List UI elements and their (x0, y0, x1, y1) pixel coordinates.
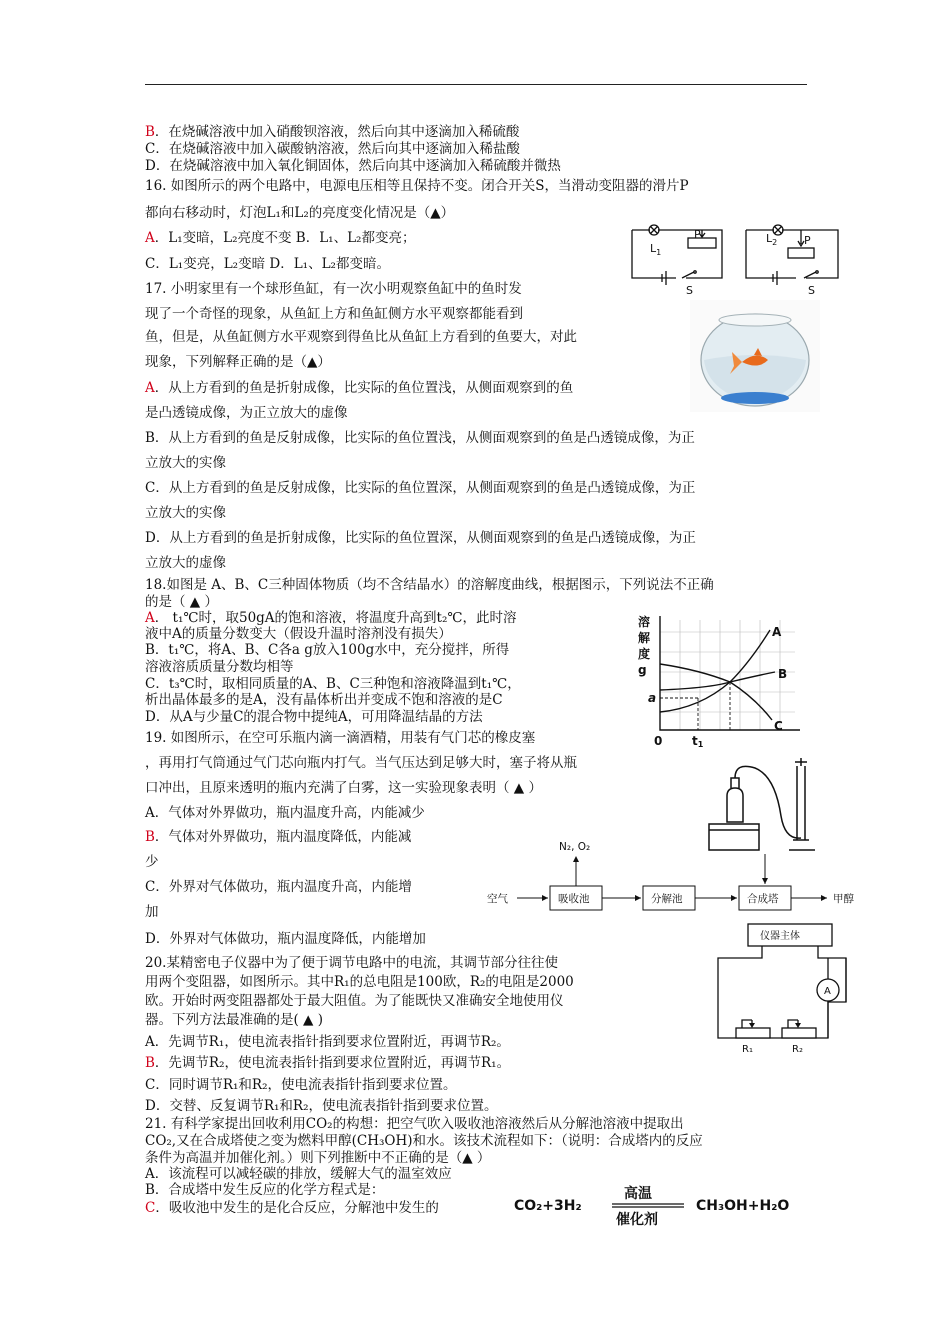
line-text: ．气体对外界做功，瓶内温度降低，内能减 (154, 829, 412, 845)
line-text: C．外界对气体做功，瓶内温度升高，内能增 (145, 879, 412, 895)
t1-label: t (692, 734, 698, 747)
origin-label: 0 (654, 734, 663, 747)
text-line (145, 904, 159, 920)
text-line (145, 480, 695, 496)
text-line (145, 931, 426, 947)
a-label: a (648, 691, 657, 705)
text-line (145, 124, 519, 140)
line-text: ．在烧碱溶液中加入硝酸钡溶液，然后向其中逐滴加入稀硫酸 (154, 124, 520, 140)
text-line (145, 1077, 456, 1093)
curve-a-label: A (772, 625, 782, 639)
line-text: C．从上方看到的鱼是反射成像，比实际的鱼位置深，从侧面观察到的鱼是凸透镜成像，为正 (145, 480, 696, 496)
text-line (145, 709, 483, 725)
line-text: B．合成塔中发生反应的化学方程式是： (145, 1182, 385, 1198)
option-letter: A (145, 230, 155, 246)
text-line (145, 755, 577, 771)
line-text: C．同时调节R₁和R₂，使电流表指针指到要求位置。 (145, 1077, 457, 1093)
text-line (145, 594, 218, 610)
line-text: C．t₃℃时，取相同质量的A、B、C三种饱和溶液降温到t₁℃， (145, 676, 521, 692)
text-line (145, 230, 415, 246)
text-line (145, 1116, 684, 1132)
line-text: 液中A的质量分数变大（假设升温时溶剂没有损失） (145, 626, 452, 642)
ylabel-1: 溶 (638, 615, 651, 629)
ylabel-4: g (638, 663, 647, 677)
text-line (145, 158, 561, 174)
line-text: 18.如图是 A、B、C三种固体物质（均不含结晶水）的溶解度曲线，根据图示，下列说法不正确 (145, 577, 714, 593)
line-text: 现了一个奇怪的现象，从鱼缸上方和鱼缸侧方水平观察都能看到 (145, 306, 523, 322)
line-text: 19. 如图所示，在空可乐瓶内滴一滴酒精，用装有气门芯的橡皮塞 (145, 730, 536, 746)
line-text: 析出晶体最多的是A，没有晶体析出并变成不饱和溶液的是C (145, 692, 503, 708)
s-label-left: S (686, 284, 693, 297)
r1-label: R₁ (742, 1044, 753, 1055)
equation-right: CH₃OH+H₂O (696, 1198, 790, 1214)
text-line (145, 1150, 490, 1166)
equation-left: CO₂+3H₂ (514, 1198, 582, 1214)
line-text: B．从上方看到的鱼是反射成像，比实际的鱼位置浅，从侧面观察到的鱼是凸透镜成像，为正 (145, 430, 695, 446)
ylabel-2: 解 (638, 631, 651, 645)
text-line (145, 955, 558, 971)
text-line (145, 676, 521, 692)
line-text: 用两个变阻器，如图所示。其中R₁的总电阻是100欧，R₂的电阻是2000 (145, 974, 574, 990)
line-text: 加 (145, 904, 159, 920)
line-text: 口冲出，且原来透明的瓶内充满了白雾，这一实验现象表明（ ▲ ） (145, 780, 542, 796)
text-line (145, 329, 577, 345)
text-line (145, 610, 517, 626)
line-text: 立放大的虚像 (145, 555, 226, 571)
chemical-equation (512, 1184, 827, 1228)
line-text: CO₂,又在合成塔使之变为燃料甲醇(CH₃OH)和水。该技术流程如下：（说明：合成塔内的反应 (145, 1133, 703, 1149)
line-text: D．从A与少量C的混合物中提纯A，可用降温结晶的方法 (145, 709, 483, 725)
text-line (145, 455, 226, 471)
text-line (145, 354, 331, 370)
line-text: B．t₁℃，将A、B、C各a g放入100g水中，充分搅拌，所得 (145, 642, 510, 658)
header-rule (145, 84, 807, 85)
text-line (145, 1012, 323, 1028)
line-text: ，再用打气筒通过气门芯向瓶内打气。当气压达到足够大时，塞子将从瓶 (145, 755, 577, 771)
text-line (145, 659, 294, 675)
option-letter: B (145, 829, 155, 845)
text-line (145, 642, 509, 658)
text-line (145, 1200, 439, 1216)
line-text: 立放大的实像 (145, 455, 226, 471)
text-line (145, 879, 412, 895)
line-text: D．从上方看到的鱼是折射成像，比实际的鱼位置深，从侧面观察到的鱼是凸透镜成像，为正 (145, 530, 696, 546)
line-text: A．先调节R₁，使电流表指针指到要求位置附近，再调节R₂。 (145, 1034, 510, 1050)
line-text: C．在烧碱溶液中加入碳酸钠溶液，然后向其中逐滴加入稀盐酸 (145, 141, 520, 157)
line-text: D．外界对气体做功，瓶内温度降低，内能增加 (145, 931, 426, 947)
text-line (145, 1182, 384, 1198)
option-letter: A (145, 610, 155, 626)
l2-sub: 2 (772, 238, 778, 247)
text-line (145, 178, 689, 194)
line-text: A．气体对外界做功，瓶内温度升高，内能减少 (145, 805, 425, 821)
line-text: 器。下列方法最准确的是( ▲ ) (145, 1012, 323, 1028)
flow-top-label: N₂, O₂ (559, 841, 591, 853)
text-line (145, 854, 159, 870)
line-text: 溶液溶质质量分数均相等 (145, 659, 294, 675)
l1-label: L (650, 242, 657, 255)
ammeter-label: A (824, 986, 831, 997)
line-text: ．从上方看到的鱼是折射成像，比实际的鱼位置浅，从侧面观察到的鱼 (154, 380, 574, 396)
line-text: 20.某精密电子仪器中为了便于调节电路中的电流，其调节部分往往使 (145, 955, 558, 971)
text-line (145, 1166, 452, 1182)
line-text: ． t₁℃时，取50gA的饱和溶液，将温度升高到t₂℃，此时溶 (154, 610, 517, 626)
line-text: ．先调节R₂，使电流表指针指到要求位置附近，再调节R₁。 (154, 1055, 511, 1071)
option-letter: C (145, 1200, 156, 1216)
text-line (145, 430, 695, 446)
text-line (145, 780, 542, 796)
text-line (145, 1055, 510, 1071)
l2-label: L (766, 232, 773, 245)
text-line (145, 281, 522, 297)
text-line (145, 805, 425, 821)
circuit-diagrams (628, 208, 840, 298)
line-text: ．吸收池中发生的是化合反应，分解池中发生的 (155, 1200, 439, 1216)
text-line (145, 505, 226, 521)
text-line (145, 306, 523, 322)
text-line (145, 730, 535, 746)
text-line (145, 530, 696, 546)
line-text: 现象，下列解释正确的是（▲） (145, 354, 331, 370)
flow-box-decompose: 分解池 (651, 893, 683, 905)
text-line (145, 1133, 703, 1149)
text-line (145, 141, 520, 157)
equation-condition-bottom: 催化剂 (616, 1212, 658, 1228)
t1-sub: 1 (697, 740, 704, 747)
p-label-right: P (804, 234, 811, 247)
text-line (145, 1098, 497, 1114)
text-line (145, 829, 411, 845)
line-text: 的是（ ▲ ） (145, 594, 218, 610)
line-text: 欧。开始时两变阻器都处于最大阻值。为了能既快又准确安全地使用仪 (145, 993, 564, 1009)
line-text: 都向右移动时，灯泡L₁和L₂的亮度变化情况是（▲） (145, 205, 455, 221)
line-text: 21. 有科学家提出回收利用CO₂的构想：把空气吹入吸收池溶液然后从分解池溶液中提取出 (145, 1116, 684, 1132)
line-text: C．L₁变亮，L₂变暗 D．L₁、L₂都变暗。 (145, 256, 390, 272)
flow-output-label: 甲醇 (833, 893, 854, 905)
text-line (145, 626, 452, 642)
flow-air-label: 空气 (487, 893, 508, 905)
line-text: 鱼，但是，从鱼缸侧方水平观察到得鱼比从鱼缸上方看到的鱼要大，对此 (145, 329, 577, 345)
flow-box-absorb: 吸收池 (558, 893, 590, 905)
text-line (145, 555, 226, 571)
text-line (145, 692, 503, 708)
fishbowl-image (690, 300, 820, 412)
text-line (145, 256, 390, 272)
line-text: D．在烧碱溶液中加入氧化铜固体，然后向其中逐滴加入稀硫酸并微热 (145, 158, 561, 174)
text-line (145, 577, 714, 593)
line-text: 条件为高温并加催化剂。）则下列推断中不正确的是（▲ ） (145, 1150, 491, 1166)
p-label-left: P (694, 228, 701, 241)
equation-condition-top: 高温 (624, 1186, 652, 1202)
solubility-graph (630, 612, 805, 747)
process-flow-diagram (485, 836, 860, 916)
r2-label: R₂ (792, 1044, 803, 1055)
l1-sub: 1 (656, 248, 662, 257)
option-letter: A (145, 380, 155, 396)
line-text: 16. 如图所示的两个电路中，电源电压相等且保持不变。闭合开关S，当滑动变阻器的滑片P (145, 178, 689, 194)
text-line (145, 993, 564, 1009)
svg-text:L1 (650, 242, 661, 257)
text-line (145, 205, 454, 221)
option-letter: B (145, 1055, 155, 1071)
text-line (145, 1034, 510, 1050)
flow-box-synthesis: 合成塔 (747, 893, 779, 905)
line-text: 立放大的实像 (145, 505, 226, 521)
line-text: A．该流程可以减轻碳的排放，缓解大气的温室效应 (145, 1166, 452, 1182)
line-text: 是凸透镜成像，为正立放大的虚像 (145, 405, 348, 421)
text-line (145, 974, 574, 990)
line-text: ．L₁变暗，L₂亮度不变 B．L₁、L₂都变亮； (154, 230, 416, 246)
line-text: D．交替、反复调节R₁和R₂，使电流表指针指到要求位置。 (145, 1098, 498, 1114)
line-text: 少 (145, 854, 159, 870)
text-line (145, 405, 348, 421)
option-letter: B (145, 124, 155, 140)
instrument-circuit (712, 920, 857, 1060)
instrument-label: 仪器主体 (760, 931, 800, 942)
ylabel-3: 度 (638, 647, 651, 661)
s-label-right: S (808, 284, 815, 297)
curve-b-label: B (778, 667, 788, 681)
line-text: 17. 小明家里有一个球形鱼缸，有一次小明观察鱼缸中的鱼时发 (145, 281, 522, 297)
text-line (145, 380, 573, 396)
curve-c-label: C (774, 719, 783, 733)
svg-text:t1 (692, 734, 704, 747)
